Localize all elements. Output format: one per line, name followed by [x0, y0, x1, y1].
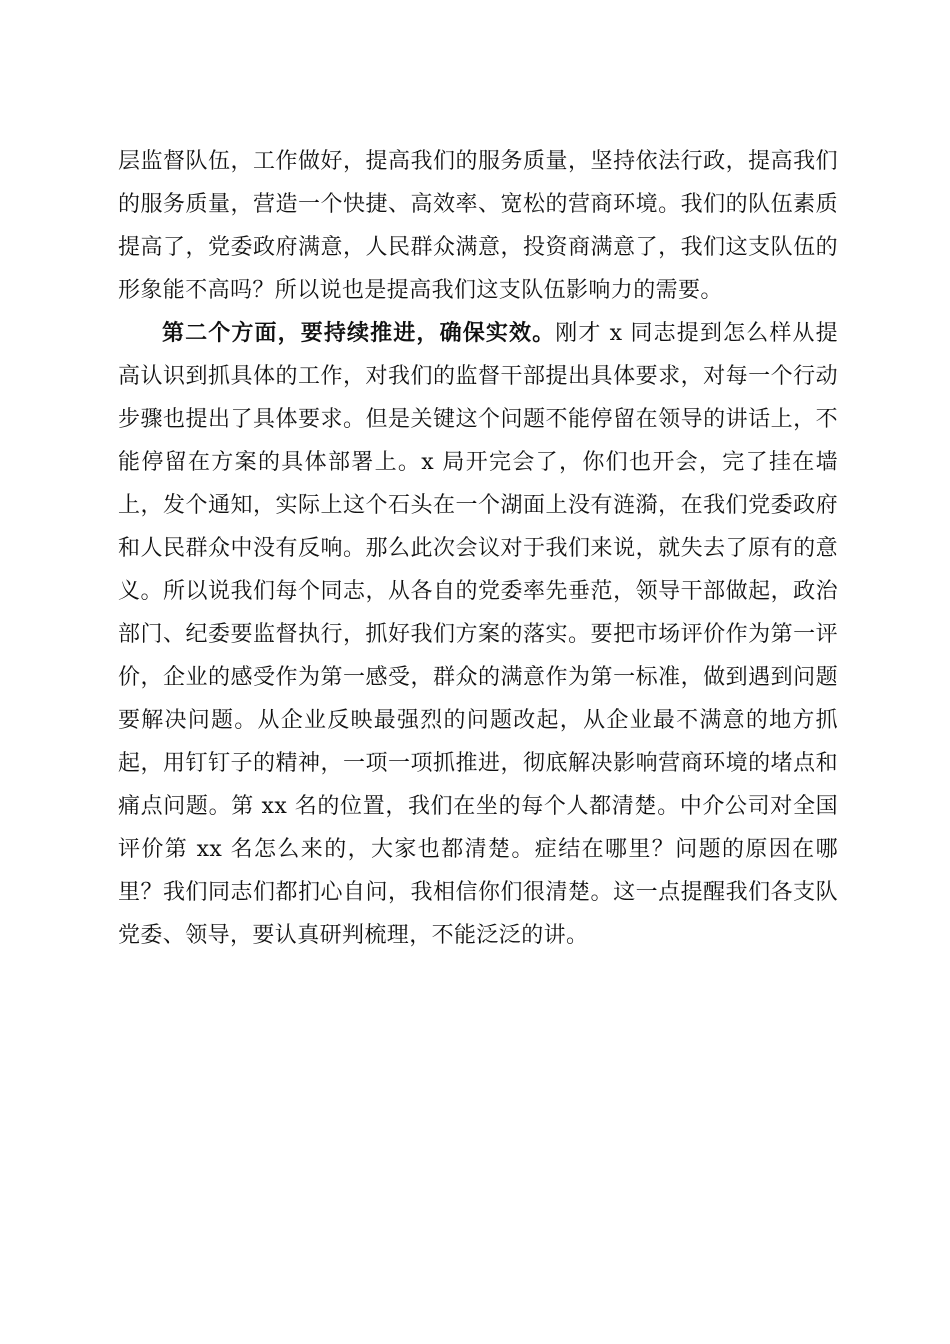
paragraph-2-text: 刚才 x 同志提到怎么样从提高认识到抓具体的工作，对我们的监督干部提出具体要求，对每一个行动步骤也提出了具体要求。但是关键这个问题不能停留在领导的讲话上，不能停留在方案的具体部署上。x 局开完会了，你们也开会，完了挂在墙上，发个通知，实际上这个石头在一个湖面上没有涟漪，在我们党委政府和人民群众中没有反响。那么此次会议对于我们来说，就失去了原有的意义。所以说我们每个同志，从各自的党委率先垂范，领导干部做起，政治部门、纪委要监督执行，抓好我们方案的落实。要把市场评价作为第一评价，企业的感受作为第一感受，群众的满意作为第一标准，做到遇到问题要解决问题。从企业反映最强烈的问题改起，从企业最不满意的地方抓起，用钉钉子的精神，一项一项抓推进，彻底解决影响营商环境的堵点和痛点问题。第 xx 名的位置，我们在坐的每个人都清楚。中介公司对全国评价第 xx 名怎么来的，大家也都清楚。症结在哪里？问题的原因在哪里？我们同志们都扪心自问，我相信你们很清楚。这一点提醒我们各支队党委、领导，要认真研判梳理，不能泛泛的讲。 — [118, 321, 838, 948]
document-body — [118, 140, 838, 957]
paragraph-1-text: 层监督队伍，工作做好，提高我们的服务质量，坚持依法行政，提高我们的服务质量，营造一个快捷、高效率、宽松的营商环境。我们的队伍素质提高了，党委政府满意，人民群众满意，投资商满意了，我们这支队伍的形象能不高吗？所以说也是提高我们这支队伍影响力的需要。 — [118, 149, 838, 303]
paragraph-2 — [118, 312, 838, 957]
paragraph-2-heading: 第二个方面，要持续推进，确保实效。 — [162, 320, 556, 346]
paragraph-1 — [118, 140, 838, 312]
